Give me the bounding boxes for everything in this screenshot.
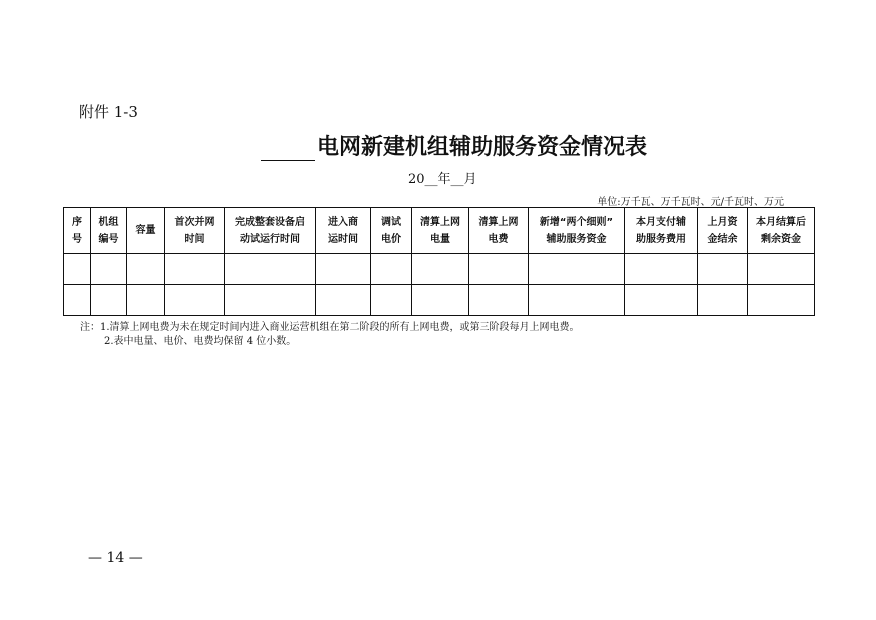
table-cell [225, 254, 316, 285]
table-cell [225, 285, 316, 316]
header-cell: 本月结算后 剩余资金 [748, 208, 815, 254]
table-cell [64, 285, 91, 316]
header-cell: 清算上网 电量 [412, 208, 469, 254]
header-cell: 调试 电价 [371, 208, 412, 254]
header-cell: 首次并网 时间 [165, 208, 225, 254]
table-cell [64, 254, 91, 285]
document-title [261, 130, 647, 161]
table-cell [316, 285, 371, 316]
table-cell [625, 254, 698, 285]
fund-table [63, 207, 815, 316]
header-cell: 本月支付辅 助服务费用 [625, 208, 698, 254]
table-cell [371, 285, 412, 316]
page-number: — 14 — [88, 550, 143, 566]
table-cell [165, 254, 225, 285]
title-text: 电网新建机组辅助服务资金情况表 [317, 135, 648, 160]
table-cell [625, 285, 698, 316]
header-cell: 容量 [127, 208, 165, 254]
table-header-row [64, 208, 815, 254]
header-cell: 机组 编号 [91, 208, 127, 254]
table-cell [412, 254, 469, 285]
unit-line: 单位:万千瓦、万千瓦时、元/千瓦时、万元 [597, 197, 784, 208]
table-cell [127, 285, 165, 316]
table-cell [412, 285, 469, 316]
table-row [64, 285, 815, 316]
note-2: 2.表中电量、电价、电费均保留 4 位小数。 [104, 336, 297, 347]
table-cell [165, 285, 225, 316]
header-cell: 清算上网 电费 [469, 208, 529, 254]
header-cell: 序 号 [64, 208, 91, 254]
header-cell: 新增“两个细则” 辅助服务资金 [529, 208, 625, 254]
title-blank-line [261, 138, 315, 161]
table-cell [748, 285, 815, 316]
header-cell: 上月资 金结余 [698, 208, 748, 254]
table-cell [698, 254, 748, 285]
table-cell [127, 254, 165, 285]
header-cell: 完成整套设备启 动试运行时间 [225, 208, 316, 254]
table-cell [529, 254, 625, 285]
table-cell [748, 254, 815, 285]
note-1: 注：1.清算上网电费为未在规定时间内进入商业运营机组在第二阶段的所有上网电费，或第三阶段每月上网电费。 [80, 322, 580, 333]
notes [80, 321, 580, 349]
table-cell [469, 254, 529, 285]
date-line: 20__年__月 [408, 172, 477, 187]
table-cell [469, 285, 529, 316]
table-cell [698, 285, 748, 316]
table-cell [91, 254, 127, 285]
table-cell [91, 285, 127, 316]
attachment-label: 附件 1-3 [79, 103, 138, 121]
table-row [64, 254, 815, 285]
table-cell [529, 285, 625, 316]
table-cell [371, 254, 412, 285]
table-cell [316, 254, 371, 285]
header-cell: 进入商 运时间 [316, 208, 371, 254]
